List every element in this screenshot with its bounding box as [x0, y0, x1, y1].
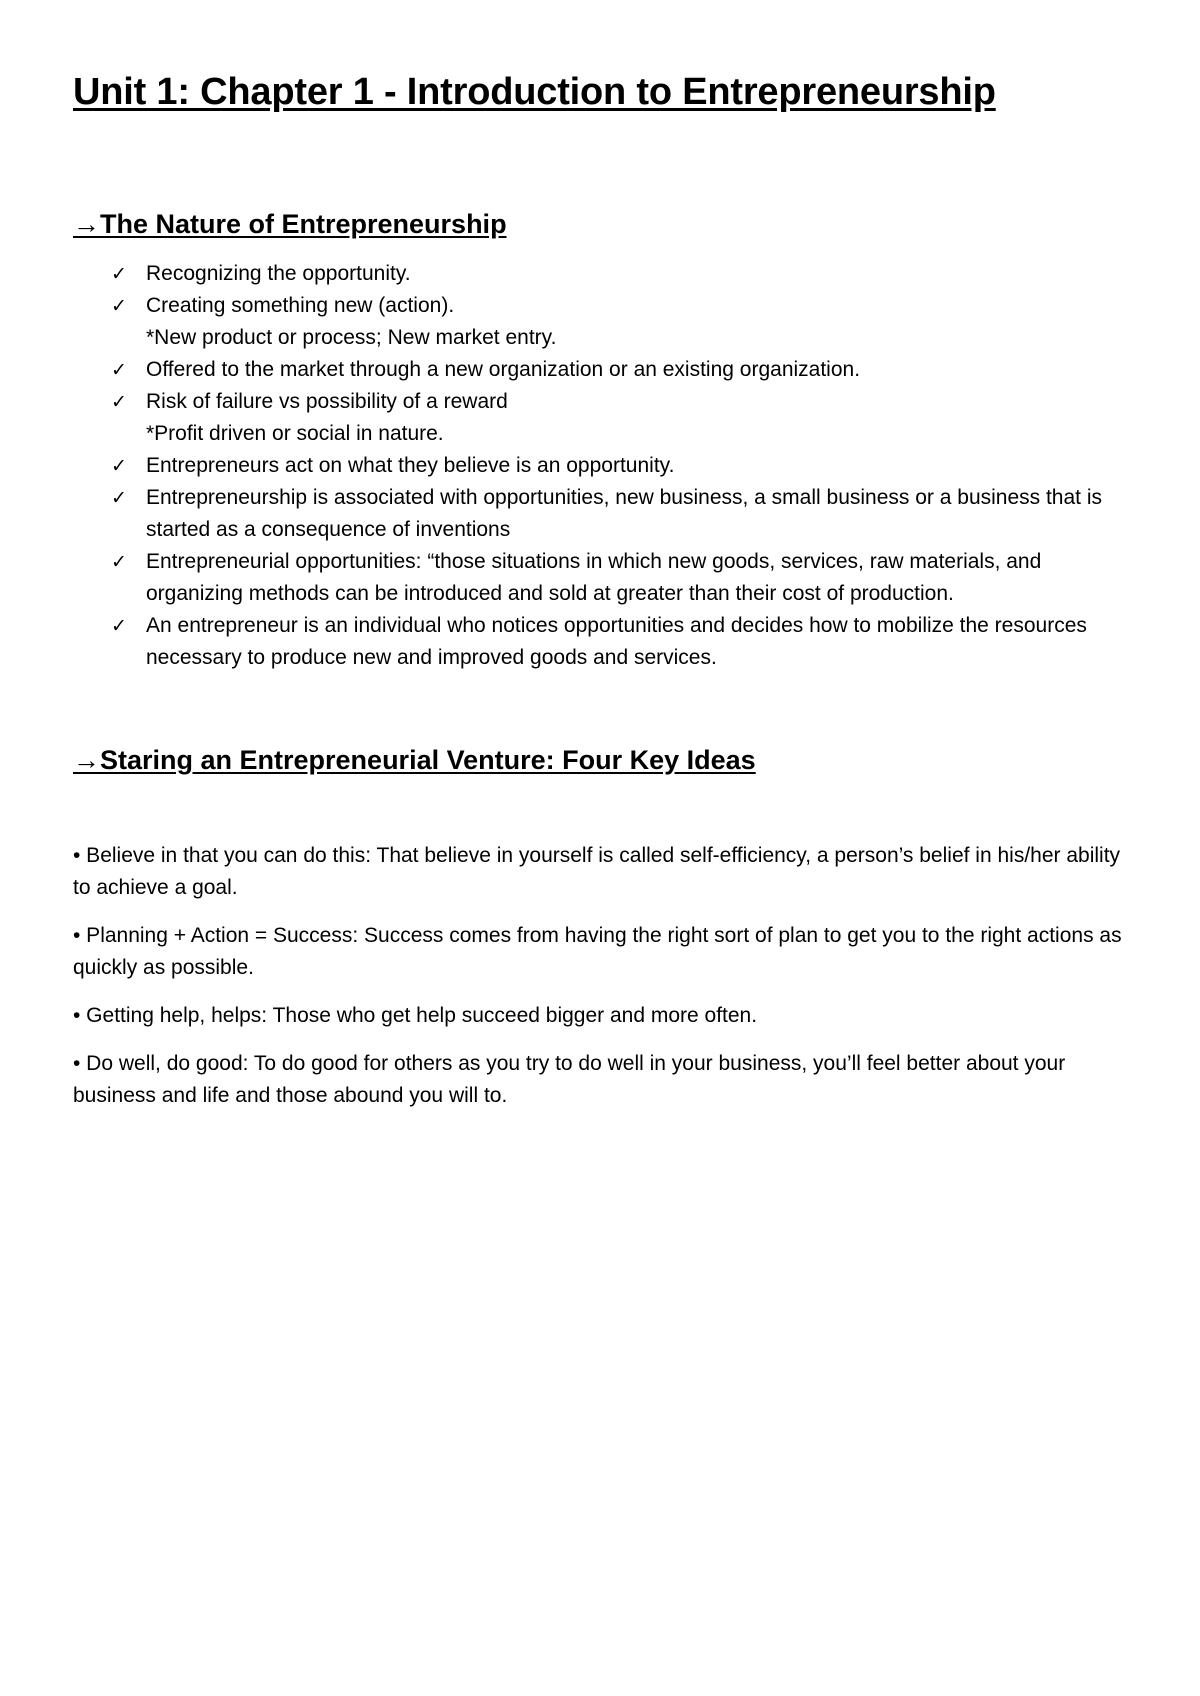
checkmark-icon: ✓	[111, 359, 127, 381]
key-idea-item: • Planning + Action = Success: Success comes from having the right sort of plan to get you to the right actions as quickly as possible.	[73, 924, 1122, 979]
list-item-note: *Profit driven or social in nature.	[146, 422, 444, 445]
list-item-text: Entrepreneurial opportunities: “those situations in which new goods, services, raw materials, and organizing methods can be introduced and sold at greater than their cost of production.	[146, 550, 1042, 605]
list-item-text: Entrepreneurship is associated with opportunities, new business, a small business or a business that is started as a consequence of inventions	[146, 486, 1103, 541]
list-item-text: Risk of failure vs possibility of a reward	[146, 390, 508, 413]
key-idea-item: • Getting help, helps: Those who get help succeed bigger and more often.	[73, 1004, 758, 1027]
checkmark-icon: ✓	[111, 615, 127, 637]
section-heading-text: Staring an Entrepreneurial Venture: Four Key Ideas	[100, 745, 756, 775]
list-item	[73, 546, 1143, 610]
section-heading-venture	[73, 744, 1143, 776]
list-item-note: *New product or process; New market entry.	[146, 326, 557, 349]
list-item	[73, 482, 1143, 546]
list-item-text: Offered to the market through a new organization or an existing organization.	[146, 358, 861, 381]
checkmark-icon: ✓	[111, 295, 127, 317]
checkmark-icon: ✓	[111, 551, 127, 573]
arrow-right-icon: →	[73, 209, 100, 239]
list-item	[73, 386, 1143, 450]
checkmark-icon: ✓	[111, 263, 127, 285]
list-item-text: An entrepreneur is an individual who notices opportunities and decides how to mobilize the resources necessary to produce new and improved goods and services.	[146, 614, 1087, 669]
list-item	[73, 610, 1143, 674]
section-heading-nature	[73, 208, 1143, 240]
list-item-text: Creating something new (action).	[146, 294, 455, 317]
list-item	[73, 354, 1143, 386]
section-heading-text: The Nature of Entrepreneurship	[100, 209, 507, 239]
list-item-text: Recognizing the opportunity.	[146, 262, 411, 285]
nature-check-list	[73, 258, 1143, 674]
list-item	[73, 450, 1143, 482]
list-item	[73, 290, 1143, 354]
checkmark-icon: ✓	[111, 455, 127, 477]
checkmark-icon: ✓	[111, 487, 127, 509]
arrow-right-icon: →	[73, 745, 100, 775]
checkmark-icon: ✓	[111, 391, 127, 413]
document-page	[73, 70, 1143, 1128]
list-item	[73, 258, 1143, 290]
key-idea-item: • Believe in that you can do this: That believe in yourself is called self-efficiency, a person’s belief in his/her ability to achieve a goal.	[73, 844, 1121, 899]
key-ideas-list	[73, 840, 1143, 1112]
page-title: Unit 1: Chapter 1 - Introduction to Entrepreneurship	[73, 71, 996, 113]
key-idea-item: • Do well, do good: To do good for others as you try to do well in your business, you’ll feel better about your business and life and those abound you will to.	[73, 1052, 1066, 1107]
list-item-text: Entrepreneurs act on what they believe is an opportunity.	[146, 454, 675, 477]
